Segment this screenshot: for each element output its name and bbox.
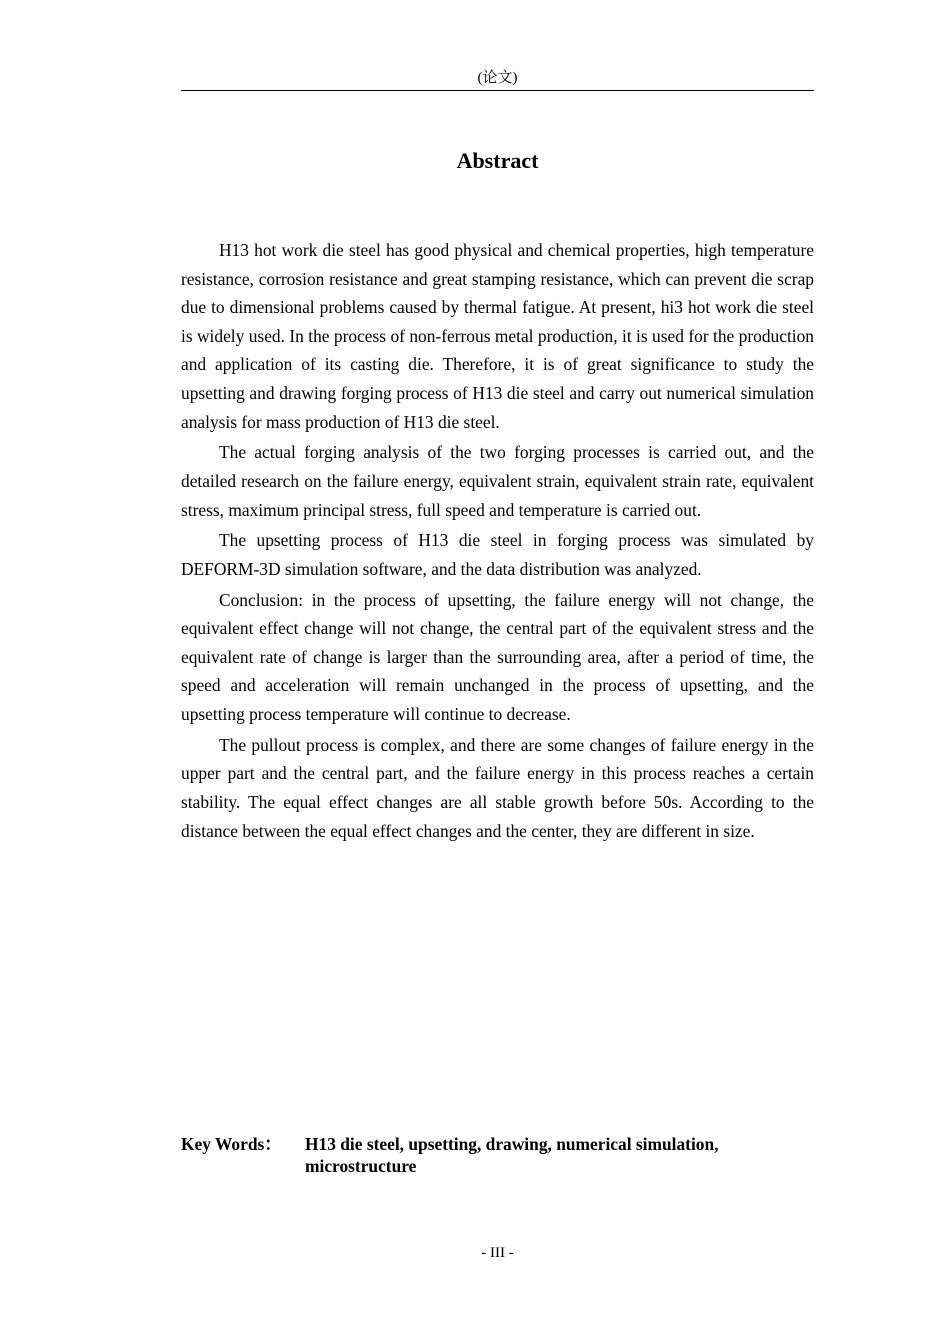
running-header-title: (论文) <box>477 70 518 86</box>
abstract-paragraph: The actual forging analysis of the two forging processes is carried out, and the detailed research on the failure energy, equivalent strain, equivalent strain rate, equivalent stress, maximum principal stress, full speed and temperature is carried out. <box>181 442 814 520</box>
abstract-body <box>181 236 814 847</box>
abstract-paragraph: The pullout process is complex, and there are some changes of failure energy in the upper part and the central part, and the failure energy in this process reaches a certain stability. The equal effect changes are all stable growth before 50s. According to the distance between the equal effect changes and the center, they are different in size. <box>181 734 814 841</box>
keywords-value: H13 die steel, upsetting, drawing, numerical simulation, microstructure <box>305 1134 719 1176</box>
running-header <box>181 68 814 91</box>
keywords-block <box>181 1133 814 1177</box>
abstract-title: Abstract <box>456 148 539 173</box>
keywords-label: Key Words： <box>181 1134 282 1154</box>
abstract-paragraph: The upsetting process of H13 die steel in forging process was simulated by DEFORM-3D simulation software, and the data distribution was analyzed. <box>181 530 814 579</box>
page-number: - III - <box>481 1245 514 1261</box>
abstract-paragraph: H13 hot work die steel has good physical and chemical properties, high temperature resistance, corrosion resistance and great stamping resistance, which can prevent die scrap due to dimensional problems caused by thermal fatigue. At present, hi3 hot work die steel is widely used. In the process of non-ferrous metal production, it is used for the production and application of its casting die. Therefore, it is of great significance to study the upsetting and drawing forging process of H13 die steel and carry out numerical simulation analysis for mass production of H13 die steel. <box>181 240 814 432</box>
abstract-paragraph: Conclusion: in the process of upsetting, the failure energy will not change, the equivalent effect change will not change, the central part of the equivalent stress and the equivalent rate of change is larger than the surrounding area, after a period of time, the speed and acceleration will remain unchanged in the process of upsetting, and the upsetting process temperature will continue to decrease. <box>181 589 814 725</box>
